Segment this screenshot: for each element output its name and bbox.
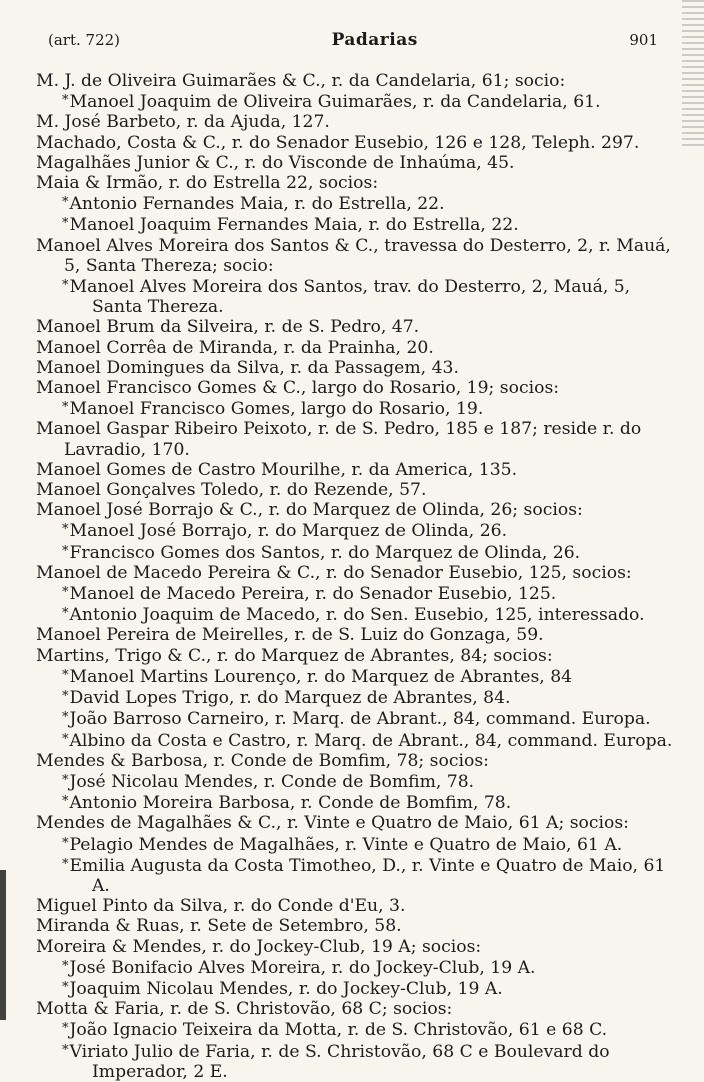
firm-entry xyxy=(36,338,674,358)
entry-text: Mendes & Barbosa, r. Conde de Bomfim, 78; socios: xyxy=(36,750,489,771)
partner-entry xyxy=(36,792,674,813)
partner-marker: * xyxy=(62,710,69,726)
partner-marker: * xyxy=(62,216,69,232)
partner-entry xyxy=(36,978,674,999)
entry-text: Antonio Joaquim de Macedo, r. do Sen. Eusebio, 125, interessado. xyxy=(69,605,645,626)
partner-marker: * xyxy=(62,958,69,974)
partner-entry xyxy=(36,91,674,112)
entry-text: Manoel Alves Moreira dos Santos & C., travessa do Desterro, 2, r. Mauá, 5, Santa Thereza; socio: xyxy=(36,235,671,276)
partner-entry xyxy=(36,855,674,896)
firm-entry xyxy=(36,999,674,1019)
entry-text: Moreira & Mendes, r. do Jockey-Club, 19 A; socios: xyxy=(36,936,482,957)
firm-entry xyxy=(36,480,674,500)
partner-entry xyxy=(36,604,674,625)
partner-marker: * xyxy=(62,585,69,601)
entry-text: Magalhães Junior & C., r. do Visconde de Inhaúma, 45. xyxy=(36,152,515,173)
firm-entry xyxy=(36,646,674,666)
entry-text: Manoel Corrêa de Miranda, r. da Prainha, 20. xyxy=(36,337,434,358)
entry-text: José Bonifacio Alves Moreira, r. do Jockey-Club, 19 A. xyxy=(69,957,536,978)
firm-entry xyxy=(36,358,674,378)
firm-entry xyxy=(36,173,674,193)
entry-text: Maia & Irmão, r. do Estrella 22, socios: xyxy=(36,173,379,194)
partner-entry xyxy=(36,771,674,792)
firm-entry xyxy=(36,133,674,153)
directory-listing xyxy=(36,71,674,1082)
entry-text: José Nicolau Mendes, r. Conde de Bomfim, 78. xyxy=(69,771,475,792)
entry-text: Manoel de Macedo Pereira & C., r. do Senador Eusebio, 125, socios: xyxy=(36,562,632,583)
partner-entry xyxy=(36,1041,674,1082)
partner-entry xyxy=(36,708,674,729)
entry-text: Joaquim Nicolau Mendes, r. do Jockey-Club, 19 A. xyxy=(69,978,503,999)
partner-entry xyxy=(36,1019,674,1040)
firm-entry xyxy=(36,916,674,936)
entry-text: Mendes de Magalhães & C., r. Vinte e Quatro de Maio, 61 A; socios: xyxy=(36,813,629,834)
partner-entry xyxy=(36,666,674,687)
partner-entry xyxy=(36,834,674,855)
entry-text: Manoel Gomes de Castro Mourilhe, r. da America, 135. xyxy=(36,459,518,480)
entry-text: M. José Barbeto, r. da Ajuda, 127. xyxy=(36,112,330,133)
entry-text: João Ignacio Teixeira da Motta, r. de S. Christovão, 61 e 68 C. xyxy=(69,1020,608,1041)
partner-entry xyxy=(36,276,674,317)
page-edge-noise xyxy=(682,0,704,150)
entry-text: Viriato Julio de Faria, r. de S. Christovão, 68 C e Boulevard do Imperador, 2 E. xyxy=(69,1041,610,1082)
entry-text: Manoel Alves Moreira dos Santos, trav. do Desterro, 2, Mauá, 5, Santa Thereza. xyxy=(69,277,631,318)
firm-entry xyxy=(36,153,674,173)
entry-text: Manoel Brum da Silveira, r. de S. Pedro, 47. xyxy=(36,317,420,338)
entry-text: Francisco Gomes dos Santos, r. do Marquez de Olinda, 26. xyxy=(69,542,581,563)
partner-entry xyxy=(36,398,674,419)
entry-text: Antonio Moreira Barbosa, r. Conde de Bomfim, 78. xyxy=(69,793,512,814)
entry-text: Emilia Augusta da Costa Timotheo, D., r. Vinte e Quatro de Maio, 61 A. xyxy=(69,855,666,896)
partner-marker: * xyxy=(62,606,69,622)
firm-entry xyxy=(36,751,674,771)
entry-text: Manoel Joaquim Fernandes Maia, r. do Estrella, 22. xyxy=(69,215,519,236)
partner-marker: * xyxy=(62,689,69,705)
entry-text: Pelagio Mendes de Magalhães, r. Vinte e Quatro de Maio, 61 A. xyxy=(69,834,623,855)
partner-marker: * xyxy=(62,400,69,416)
partner-marker: * xyxy=(62,667,69,683)
page-title: Padarias xyxy=(331,30,418,50)
entry-text: Manoel de Macedo Pereira, r. do Senador Eusebio, 125. xyxy=(69,584,557,605)
partner-marker: * xyxy=(62,543,69,559)
entry-text: Manoel Pereira de Meirelles, r. de S. Luiz do Gonzaga, 59. xyxy=(36,625,544,646)
firm-entry xyxy=(36,460,674,480)
page-header xyxy=(48,30,658,54)
partner-marker: * xyxy=(62,522,69,538)
firm-entry xyxy=(36,317,674,337)
page-binding-shadow xyxy=(0,870,6,1020)
entry-text: Manoel Francisco Gomes & C., largo do Rosario, 19; socios: xyxy=(36,378,560,399)
partner-marker: * xyxy=(62,979,69,995)
entry-text: Antonio Fernandes Maia, r. do Estrella, 22. xyxy=(69,194,445,215)
partner-marker: * xyxy=(62,93,69,109)
firm-entry xyxy=(36,236,674,276)
partner-marker: * xyxy=(62,278,69,294)
entry-text: Manoel Joaquim de Oliveira Guimarães, r. da Candelaria, 61. xyxy=(69,92,601,113)
entry-text: Miguel Pinto da Silva, r. do Conde d'Eu, 3. xyxy=(36,896,406,917)
partner-entry xyxy=(36,583,674,604)
firm-entry xyxy=(36,112,674,132)
entry-text: Miranda & Ruas, r. Sete de Setembro, 58. xyxy=(36,916,402,937)
entry-text: Machado, Costa & C., r. do Senador Eusebio, 126 e 128, Teleph. 297. xyxy=(36,132,640,153)
entry-text: Manoel Martins Lourenço, r. do Marquez de Abrantes, 84 xyxy=(69,666,573,687)
partner-marker: * xyxy=(62,772,69,788)
partner-marker: * xyxy=(62,1042,69,1058)
partner-entry xyxy=(36,542,674,563)
entry-text: Manoel Gaspar Ribeiro Peixoto, r. de S. Pedro, 185 e 187; reside r. do Lavradio, 170. xyxy=(36,419,642,460)
entry-text: Motta & Faria, r. de S. Christovão, 68 C; socios: xyxy=(36,999,453,1020)
entry-text: Manoel José Borrajo, r. do Marquez de Olinda, 26. xyxy=(69,521,508,542)
entry-text: Manoel Gonçalves Toledo, r. do Rezende, 57. xyxy=(36,480,427,501)
partner-marker: * xyxy=(62,835,69,851)
entry-text: Martins, Trigo & C., r. do Marquez de Abrantes, 84; socios: xyxy=(36,645,553,666)
entry-text: Manoel Domingues da Silva, r. da Passagem, 43. xyxy=(36,357,459,378)
partner-entry xyxy=(36,730,674,751)
firm-entry xyxy=(36,378,674,398)
entry-text: David Lopes Trigo, r. do Marquez de Abrantes, 84. xyxy=(69,688,511,709)
partner-entry xyxy=(36,520,674,541)
firm-entry xyxy=(36,813,674,833)
partner-entry xyxy=(36,214,674,235)
article-ref: (art. 722) xyxy=(48,31,121,49)
firm-entry xyxy=(36,896,674,916)
entry-text: João Barroso Carneiro, r. Marq. de Abrant., 84, command. Europa. xyxy=(69,709,651,730)
firm-entry xyxy=(36,500,674,520)
firm-entry xyxy=(36,625,674,645)
partner-entry xyxy=(36,687,674,708)
firm-entry xyxy=(36,563,674,583)
firm-entry xyxy=(36,71,674,91)
page-number: 901 xyxy=(629,31,658,49)
partner-entry xyxy=(36,957,674,978)
firm-entry xyxy=(36,937,674,957)
partner-marker: * xyxy=(62,195,69,211)
partner-marker: * xyxy=(62,856,69,872)
firm-entry xyxy=(36,419,674,459)
partner-entry xyxy=(36,193,674,214)
partner-marker: * xyxy=(62,794,69,810)
entry-text: Manoel José Borrajo & C., r. do Marquez de Olinda, 26; socios: xyxy=(36,500,583,521)
partner-marker: * xyxy=(62,1021,69,1037)
entry-text: M. J. de Oliveira Guimarães & C., r. da Candelaria, 61; socio: xyxy=(36,71,566,91)
partner-marker: * xyxy=(62,731,69,747)
entry-text: Manoel Francisco Gomes, largo do Rosario, 19. xyxy=(69,399,484,420)
entry-text: Albino da Costa e Castro, r. Marq. de Abrant., 84, command. Europa. xyxy=(69,730,673,751)
